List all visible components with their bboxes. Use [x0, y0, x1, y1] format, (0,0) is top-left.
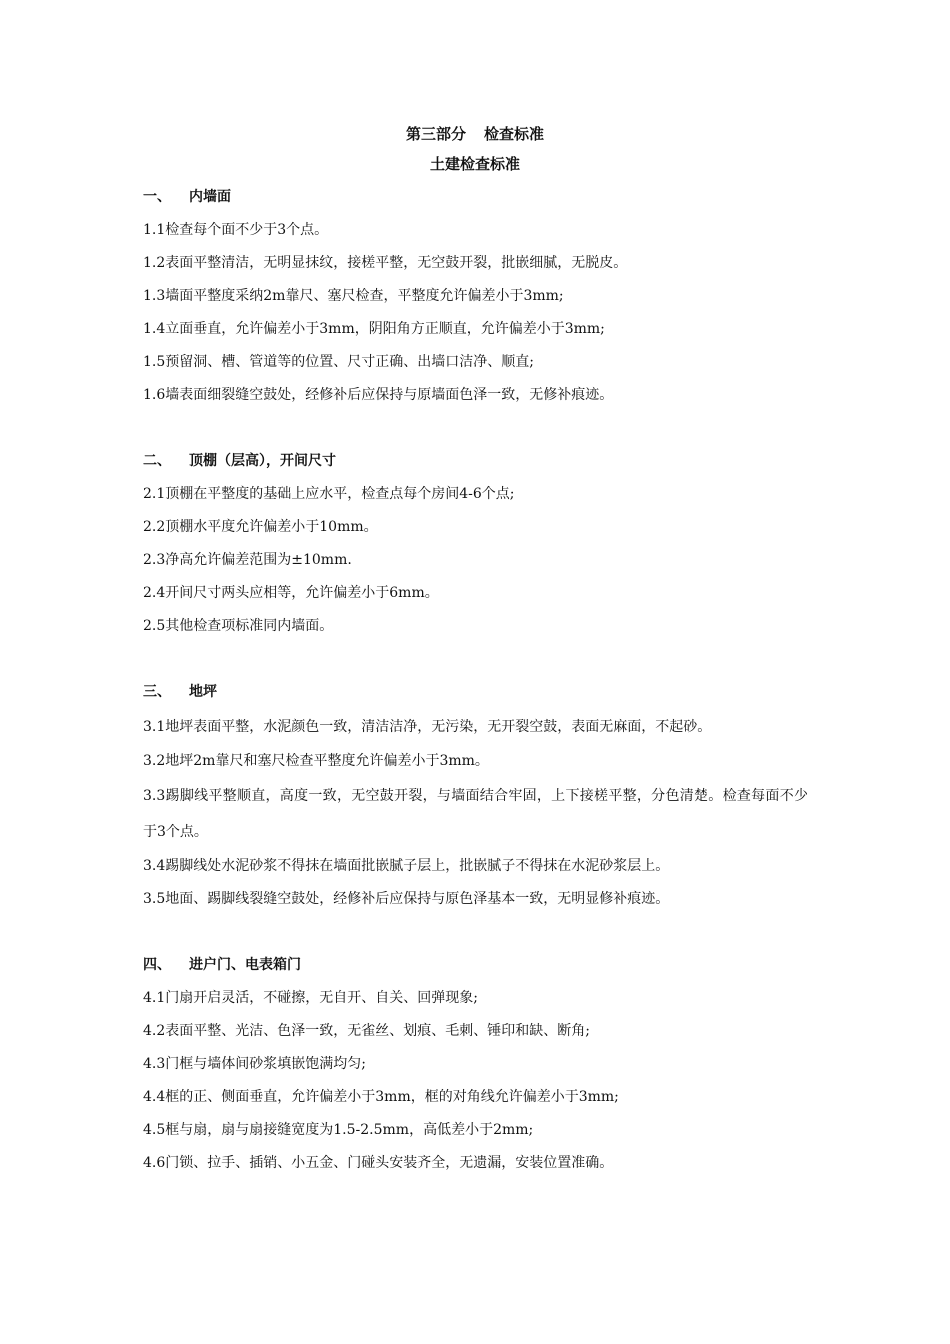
section-number: 二、 [143, 453, 171, 469]
list-item: 4.5框与扇，扇与扇接缝宽度为1.5-2.5mm，高低差小于2mm; [143, 1122, 534, 1138]
part-title [0, 119, 950, 149]
section-title: 进户门、电表箱门 [189, 957, 301, 973]
list-item: 4.4框的正、侧面垂直，允许偏差小于3mm，框的对角线允许偏差小于3mm; [143, 1089, 619, 1105]
title-block [0, 119, 950, 179]
list-item: 3.1地坪表面平整，水泥颜色一致，清洁洁净，无污染，无开裂空鼓，表面无麻面，不起砂。 [143, 719, 712, 735]
section-heading [143, 445, 808, 478]
section-title: 内墙面 [189, 189, 231, 205]
section-spacer [143, 412, 808, 445]
list-item: 4.6门锁、拉手、插销、小五金、门碰头安装齐全，无遗漏，安装位置准确。 [143, 1155, 614, 1171]
list-item: 3.5地面、踢脚线裂缝空鼓处，经修补后应保持与原色泽基本一致，无明显修补痕迹。 [143, 891, 670, 907]
section-spacer [143, 643, 808, 676]
list-item: 1.5预留洞、槽、管道等的位置、尺寸正确、出墙口洁净、顺直; [143, 354, 534, 370]
section-number: 四、 [143, 957, 171, 973]
list-item: 1.3墙面平整度采纳2m靠尺、塞尺检查，平整度允许偏差小于3mm; [143, 288, 564, 304]
section-heading [143, 949, 808, 982]
list-item: 2.4开间尺寸两头应相等，允许偏差小于6mm。 [143, 585, 439, 601]
list-item: 4.2表面平整、光洁、色泽一致，无雀丝、划痕、毛刺、锤印和缺、断角; [143, 1023, 590, 1039]
list-item: 1.1检查每个面不少于3个点。 [143, 222, 329, 238]
sub-title: 土建检查标准 [429, 155, 520, 173]
section-heading [143, 181, 808, 214]
list-item: 2.2顶棚水平度允许偏差小于10mm。 [143, 519, 378, 535]
section-number: 一、 [143, 189, 171, 205]
list-item: 3.3踢脚线平整顺直，高度一致，无空鼓开裂，与墙面结合牢固，上下接槎平整，分色清楚。检查每面不少于3个点。 [143, 788, 808, 840]
list-item: 3.4踢脚线处水泥砂浆不得抹在墙面批嵌腻子层上，批嵌腻子不得抹在水泥砂浆层上。 [143, 858, 670, 874]
section-title: 地坪 [189, 684, 217, 700]
section-ceiling [143, 445, 808, 643]
list-item: 2.3净高允许偏差范围为±10mm. [143, 552, 352, 568]
section-number: 三、 [143, 684, 171, 700]
list-item: 1.2表面平整清洁，无明显抹纹，接槎平整，无空鼓开裂，批嵌细腻，无脱皮。 [143, 255, 628, 271]
section-inner-wall [143, 181, 808, 412]
section-title: 顶棚（层高），开间尺寸 [189, 453, 336, 469]
section-floor [143, 676, 808, 916]
section-heading [143, 676, 808, 709]
section-spacer [143, 916, 808, 949]
list-item: 1.4立面垂直，允许偏差小于3mm，阴阳角方正顺直，允许偏差小于3mm; [143, 321, 605, 337]
document-body [143, 181, 808, 1180]
list-item: 2.1顶棚在平整度的基础上应水平，检查点每个房间4-6个点; [143, 486, 515, 502]
list-item: 2.5其他检查项标准同内墙面。 [143, 618, 334, 634]
part-number: 第三部分 [405, 125, 466, 143]
list-item: 4.1门扇开启灵活，不碰擦，无自开、自关、回弹现象; [143, 990, 478, 1006]
list-item: 4.3门框与墙体间砂浆填嵌饱满均匀; [143, 1056, 366, 1072]
section-doors [143, 949, 808, 1180]
list-item: 1.6墙表面细裂缝空鼓处，经修补后应保持与原墙面色泽一致，无修补痕迹。 [143, 387, 614, 403]
part-name: 检查标准 [484, 125, 545, 143]
list-item: 3.2地坪2m靠尺和塞尺检查平整度允许偏差小于3mm。 [143, 753, 489, 769]
